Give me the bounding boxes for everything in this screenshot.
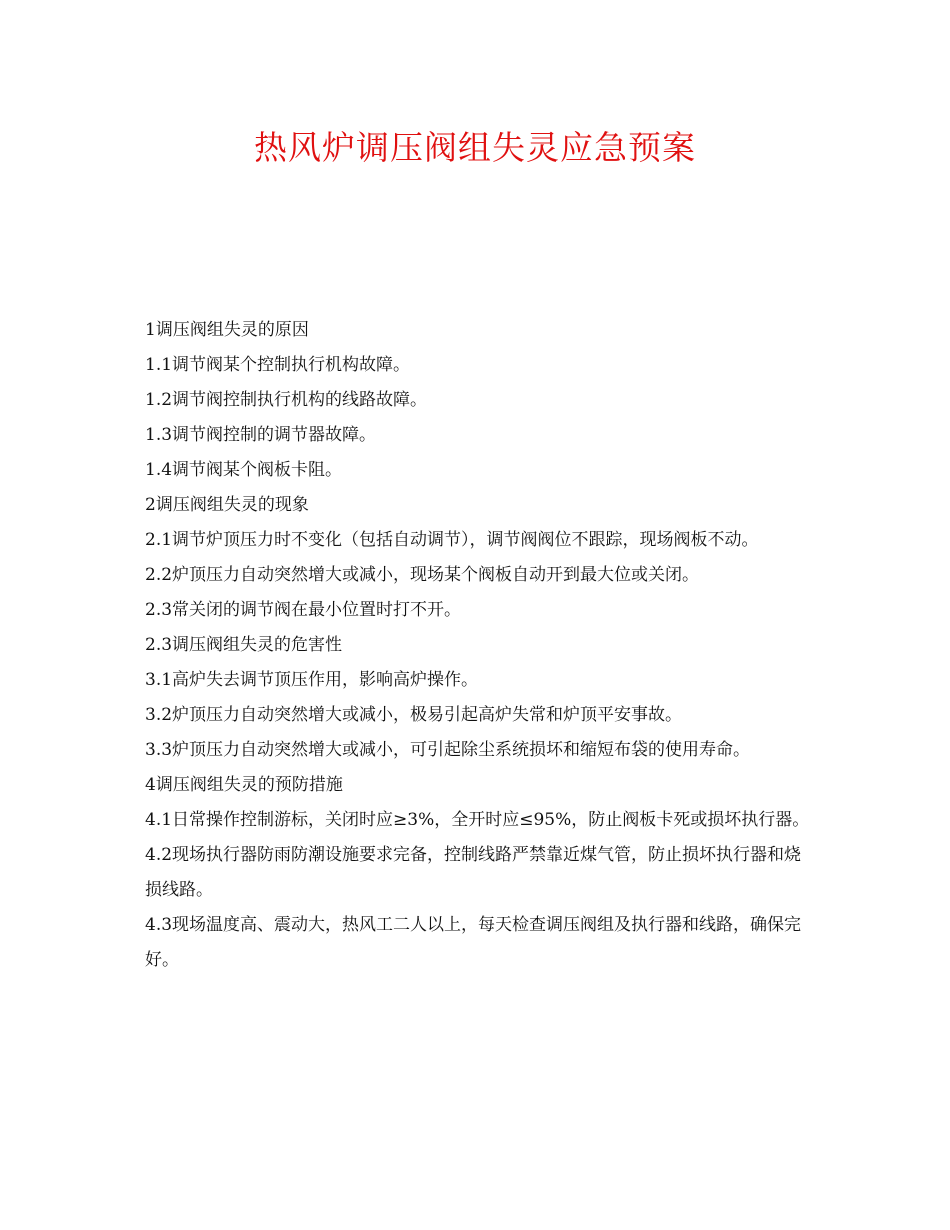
paragraph-2-3: 2.3常关闭的调节阀在最小位置时打不开。 [145, 600, 462, 620]
paragraph-1-3: 1.3调节阀控制的调节器故障。 [145, 425, 377, 445]
paragraph-4-1: 4.1日常操作控制游标，关闭时应≥3%，全开时应≤95%，防止阀板卡死或损坏执行器。 [145, 810, 810, 830]
document-title: 热风炉调压阀组失灵应急预案 [254, 128, 696, 167]
section-heading-2: 2调压阀组失灵的现象 [145, 495, 309, 515]
paragraph-1-2: 1.2调节阀控制执行机构的线路故障。 [145, 390, 428, 410]
paragraph-2-2: 2.2炉顶压力自动突然增大或减小，现场某个阀板自动开到最大位或关闭。 [145, 565, 700, 585]
paragraph-1-1: 1.1调节阀某个控制执行机构故障。 [145, 355, 411, 375]
paragraph-3-2: 3.2炉顶压力自动突然增大或减小，极易引起高炉失常和炉顶平安事故。 [145, 705, 683, 725]
paragraph-2-1: 2.1调节炉顶压力时不变化（包括自动调节），调节阀阀位不跟踪，现场阀板不动。 [145, 530, 759, 550]
paragraph-3-1: 3.1高炉失去调节顶压作用，影响高炉操作。 [145, 670, 479, 690]
paragraph-4-3: 4.3现场温度高、震动大，热风工二人以上，每天检查调压阀组及执行器和线路，确保完好。 [145, 915, 802, 970]
paragraph-3-3: 3.3炉顶压力自动突然增大或减小，可引起除尘系统损坏和缩短布袋的使用寿命。 [145, 740, 751, 760]
paragraph-1-4: 1.4调节阀某个阀板卡阻。 [145, 460, 343, 480]
section-heading-1: 1调压阀组失灵的原因 [145, 320, 309, 340]
document-body [145, 313, 815, 978]
paragraph-4-2: 4.2现场执行器防雨防潮设施要求完备，控制线路严禁靠近煤气管，防止损坏执行器和烧损线路。 [145, 845, 802, 900]
section-heading-3: 2.3调压阀组失灵的危害性 [145, 635, 343, 655]
section-heading-4: 4调压阀组失灵的预防措施 [145, 775, 343, 795]
